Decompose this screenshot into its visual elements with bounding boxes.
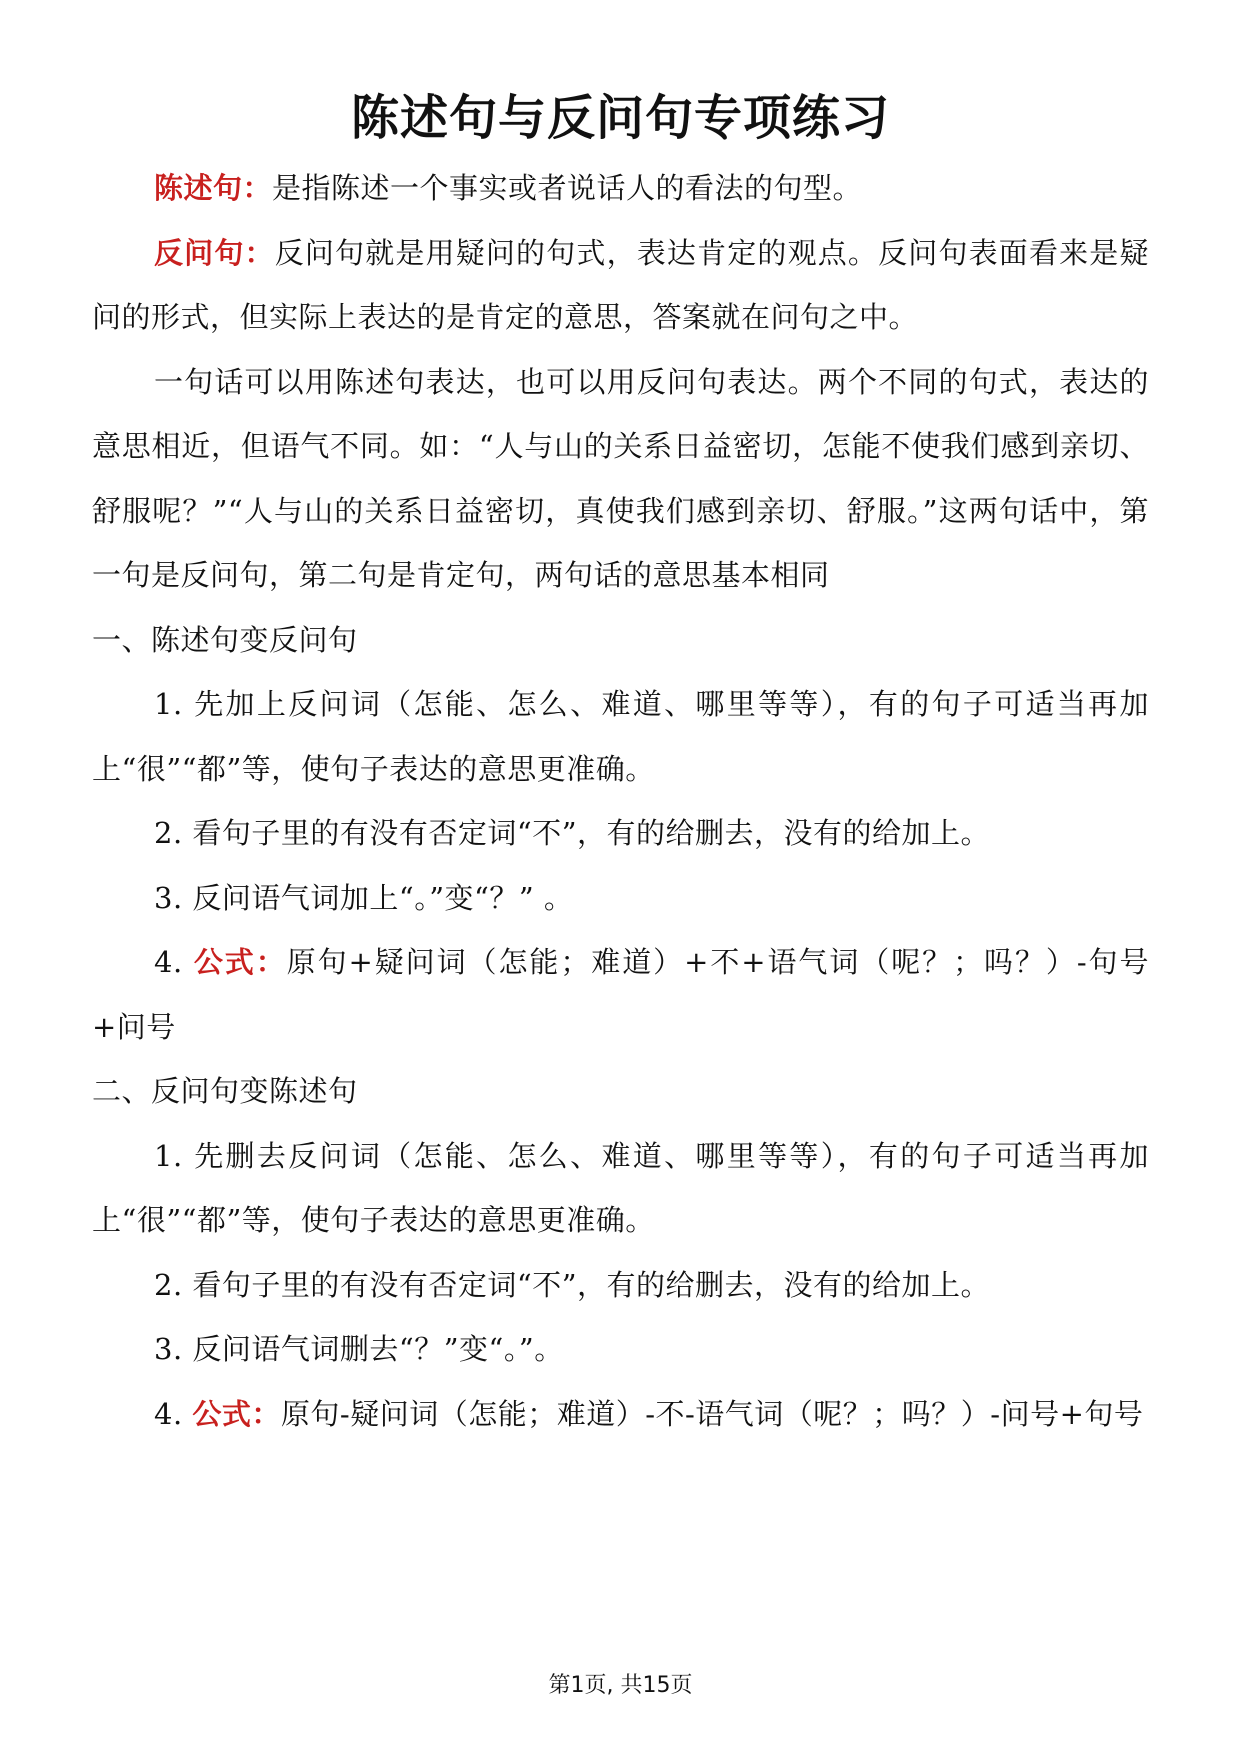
intro-paragraph: 一句话可以用陈述句表达，也可以用反问句表达。两个不同的句式，表达的意思相近，但语气不同。如：“人与山的关系日益密切，怎能不使我们感到亲切、舒服呢？”“人与山的关系日益密切，真使我们感到亲切、舒服。”这两句话中，第一句是反问句，第二句是肯定句，两句话的意思基本相同 [92, 364, 1149, 592]
section2-step4 [92, 1382, 1149, 1447]
statement-term: 陈述句： [154, 171, 273, 205]
section1-heading: 一、陈述句变反问句 [92, 622, 358, 657]
section1-step2: 2. 看句子里的有没有否定词“不”，有的给删去，没有的给加上。 [154, 816, 991, 850]
statement-text: 是指陈述一个事实或者说话人的看法的句型。 [272, 171, 863, 205]
rhetorical-text: 反问句就是用疑问的句式，表达肯定的观点。反问句表面看来是疑问的形式，但实际上表达的是肯定的意思，答案就在问句之中。 [92, 235, 1149, 334]
section2-formula-label: 公式： [192, 1396, 281, 1431]
section1-step4-number: 4. [154, 945, 194, 979]
section1-formula-label: 公式： [193, 945, 287, 979]
page-title: 陈述句与反问句专项练习 [350, 90, 890, 146]
rhetorical-term: 反问句： [154, 235, 275, 270]
section1-step3: 3. 反问语气词加上“。”变“？” 。 [154, 880, 574, 915]
section2-formula-text: 原句-疑问词（怎能；难道）-不-语气词（呢？；吗？）-问号+句号 [280, 1396, 1144, 1431]
section2-step2: 2. 看句子里的有没有否定词“不”，有的给删去，没有的给加上。 [154, 1267, 991, 1302]
document-body [92, 156, 1149, 1446]
section2-step3: 3. 反问语气词删去“？”变“。”。 [154, 1332, 564, 1366]
section1-formula-text: 原句+疑问词（怎能；难道）+不+语气词（呢？；吗？）-句号+问号 [92, 945, 1149, 1044]
page-footer: 第1页, 共15页 [548, 1673, 693, 1698]
section2-step4-number: 4. [154, 1396, 193, 1431]
section1-step1: 1. 先加上反问词（怎能、怎么、难道、哪里等等），有的句子可适当再加上“很”“都”等，使句子表达的意思更准确。 [92, 687, 1149, 786]
rhetorical-definition [92, 221, 1149, 350]
section2-heading: 二、反问句变陈述句 [92, 1074, 358, 1108]
section1-step4 [92, 930, 1149, 1059]
statement-definition [92, 156, 1149, 221]
section2-step1: 1. 先删去反问词（怎能、怎么、难道、哪里等等），有的句子可适当再加上“很”“都”等，使句子表达的意思更准确。 [92, 1138, 1149, 1237]
